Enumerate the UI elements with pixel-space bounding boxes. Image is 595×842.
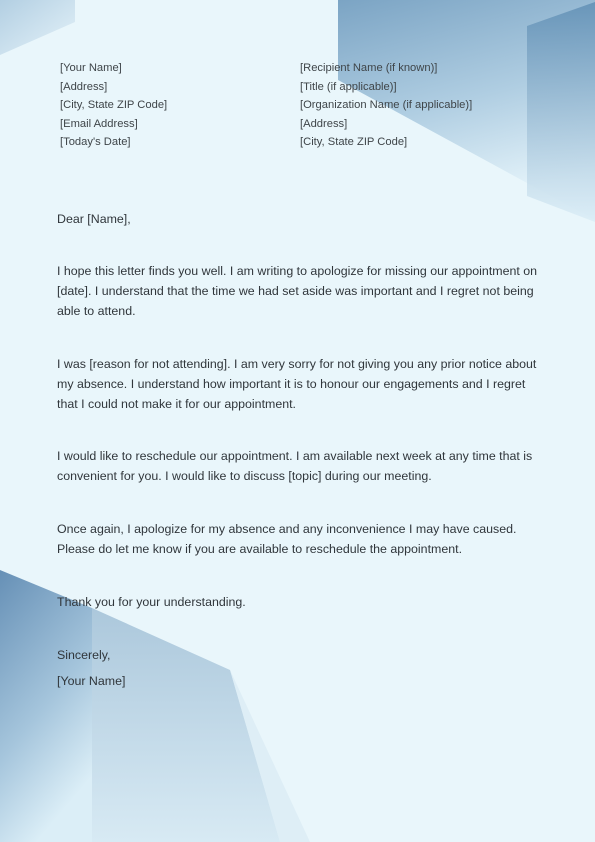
letter-date: [Today's Date] [60, 136, 131, 149]
recipient-address: [Address] [300, 117, 348, 130]
recipient-address-block [300, 59, 472, 152]
closing: Sincerely, [57, 648, 111, 662]
sender-email: [Email Address] [60, 117, 138, 130]
body-paragraph: I hope this letter finds you well. I am writing to apologize for missing our appointment on [date]. I understand that the time we had set aside was important and I regret not being able to attend. [57, 264, 538, 318]
body-paragraph: I was [reason for not attending]. I am very sorry for not giving you any prior notice about my absence. I understand how important it is to honour our engagements and I regret that I could not make it for our appointment. [57, 357, 537, 411]
recipient-city-state-zip: [City, State ZIP Code] [300, 136, 408, 149]
thanks-line: Thank you for your understanding. [57, 595, 246, 609]
recipient-title: [Title (if applicable)] [300, 80, 397, 93]
sender-address: [Address] [60, 80, 108, 93]
salutation: Dear [Name], [57, 212, 131, 226]
sender-city-state-zip: [City, State ZIP Code] [60, 99, 168, 112]
body-paragraph: Once again, I apologize for my absence and any inconvenience I may have caused. Please do let me know if you are available to reschedule the appointment. [57, 522, 517, 556]
body-paragraph: I would like to reschedule our appointment. I am available next week at any time that is convenient for you. I would like to discuss [topic] during our meeting. [57, 449, 533, 483]
signature: [Your Name] [57, 674, 126, 688]
recipient-name: [Recipient Name (if known)] [300, 62, 438, 74]
sender-address-block [60, 59, 167, 152]
sender-name: [Your Name] [60, 62, 122, 74]
recipient-organization: [Organization Name (if applicable)] [300, 99, 473, 112]
